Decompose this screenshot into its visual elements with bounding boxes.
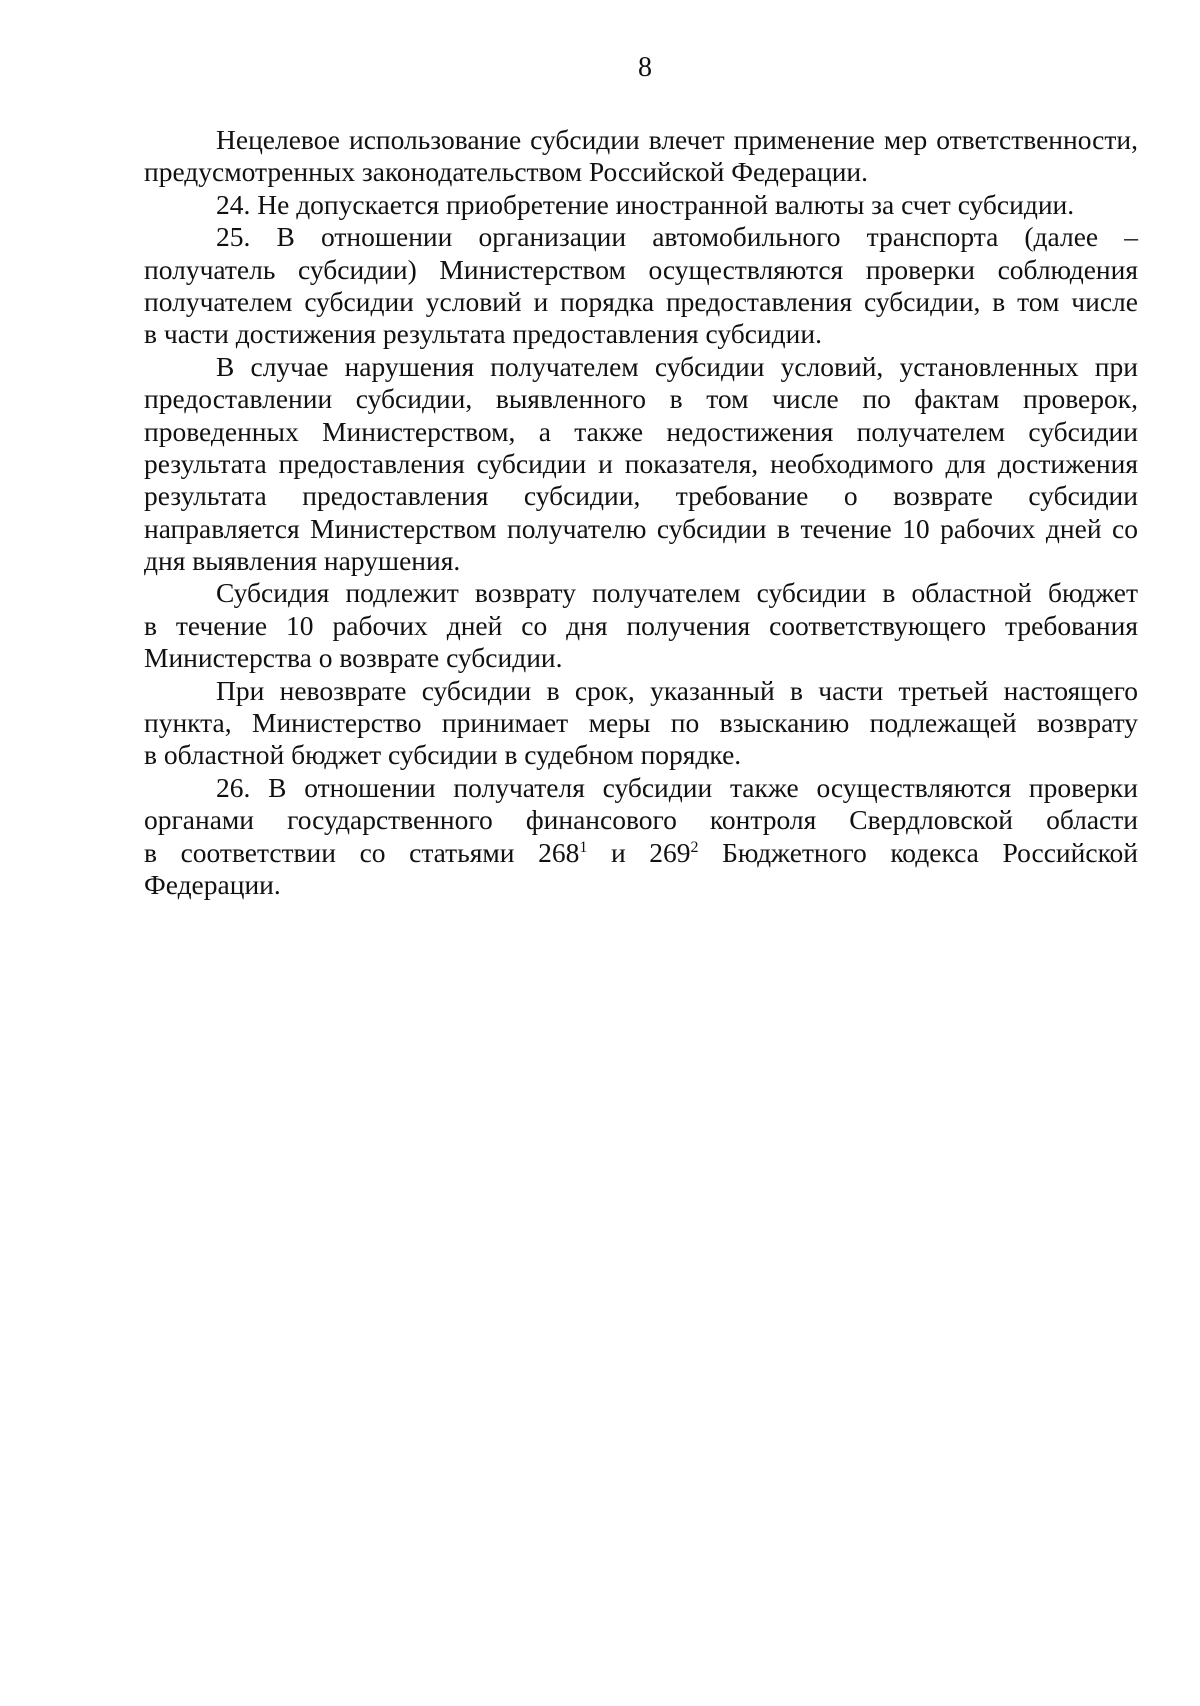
text-segment: Бюджетного кодекса Российской [698,836,1139,868]
text-line [144,837,1138,869]
text-line: При невозврате субсидии в срок, указанный в части третьей настоящего [216,674,1138,706]
text-line: 26. В отношении получателя субсидии также осуществляются проверки [216,771,1138,803]
document-body [144,124,1138,901]
text-line: в течение 10 рабочих дней со дня получения соответствующего требования [144,609,1138,641]
text-line: Федерации. [144,868,281,900]
paragraph [144,189,1138,221]
text-line: получатель субсидии) Министерством осуществляются проверки соблюдения [144,253,1138,285]
text-line: получателем субсидии условий и порядка предоставления субсидии, в том числе [144,285,1138,317]
text-line: в областной бюджет субсидии в судебном порядке. [144,739,742,771]
superscript: 2 [690,838,699,856]
superscript: 1 [579,838,588,856]
paragraph [144,675,1138,772]
text-segment: и 269 [587,836,691,868]
text-line: 25. В отношении организации автомобильного транспорта (далее – [216,221,1138,253]
paragraph [144,577,1138,674]
text-line: Субсидия подлежит возврату получателем субсидии в областной бюджет [216,577,1138,609]
text-line: предусмотренных законодательством Российской Федерации. [144,156,868,188]
text-line: в части достижения результата предоставления субсидии. [144,318,822,350]
text-line: результата предоставления субсидии и показателя, необходимого для достижения [144,447,1138,479]
text-line: предоставлении субсидии, выявленного в том числе по фактам проверок, [144,383,1138,415]
text-line: Нецелевое использование субсидии влечет применение мер ответственности, [216,124,1138,155]
paragraph [144,124,1138,189]
paragraph [144,351,1138,578]
text-line: результата предоставления субсидии, требование о возврате субсидии [144,480,1138,512]
text-segment: в соответствии со статьями 268 [144,836,580,868]
text-line: В случае нарушения получателем субсидии условий, установленных при [216,350,1138,382]
text-line: Министерства о возврате субсидии. [144,642,563,674]
paragraph [144,221,1138,351]
text-line: проведенных Министерством, а также недостижения получателем субсидии [144,415,1138,447]
text-line: 24. Не допускается приобретение иностранной валюты за счет субсидии. [216,188,1075,220]
paragraph [144,772,1138,902]
text-line: направляется Министерством получателю субсидии в течение 10 рабочих дней со [144,512,1138,544]
text-line: дня выявления нарушения. [144,545,461,577]
text-line: органами государственного финансового контроля Свердловской области [144,804,1138,836]
page-number: 8 [638,52,652,83]
text-line: пункта, Министерство принимает меры по взысканию подлежащей возврату [144,707,1138,739]
